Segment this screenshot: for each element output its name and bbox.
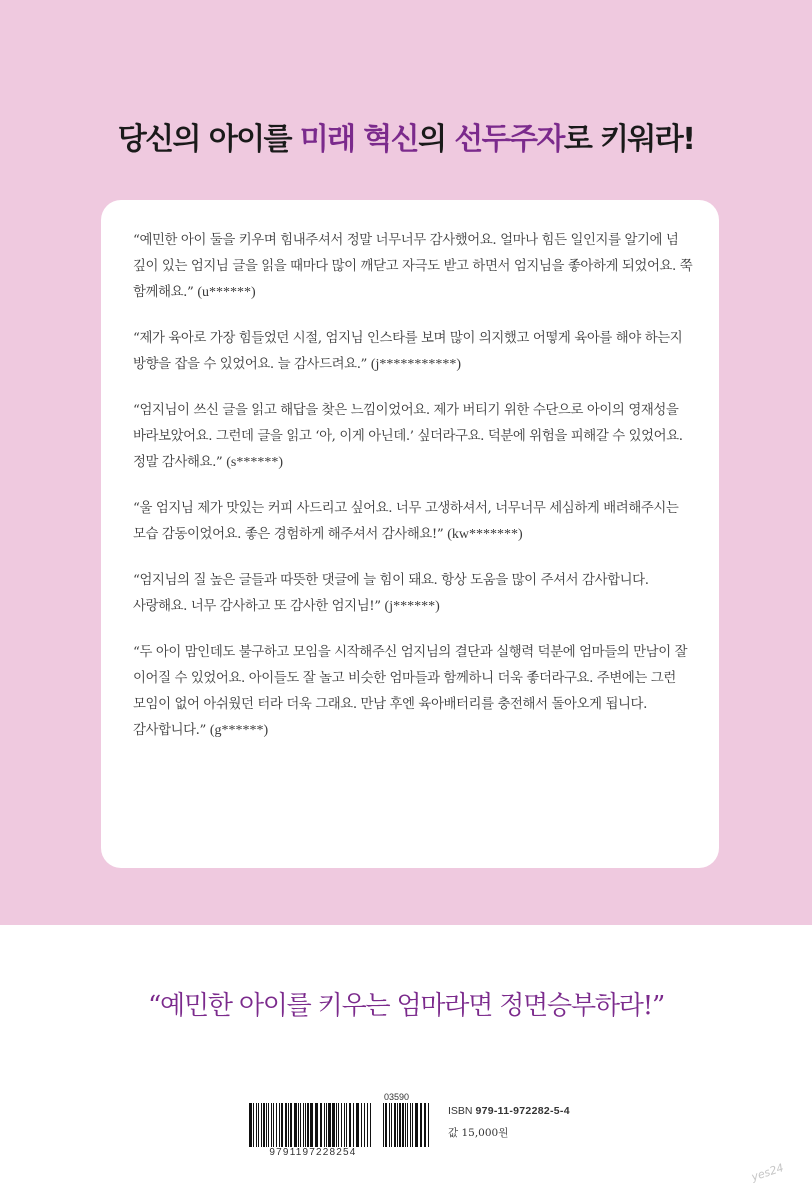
addon-code: 03590 bbox=[384, 1092, 410, 1102]
testimonial-text: “울 엄지님 제가 맛있는 커피 사드리고 싶어요. 너무 고생하셔서, 너무너무 세심하게 배려해주시는 모습 감동이었어요. 좋은 경험하게 해주셔서 감사해요!” bbox=[133, 501, 679, 542]
barcode-stripe bbox=[271, 1103, 272, 1147]
testimonial-text: “두 아이 맘인데도 불구하고 모임을 시작해주신 엄지님의 결단과 실행력 덕분에 엄마들의 만남이 잘 이어질 수 있었어요. 아이들도 잘 놀고 비슷한 엄마들과 함께하니 더욱 좋더라구요. 주변에는 그런 모임이 없어 아쉬웠던 터라 더욱 그래요. 만남 후엔 육아배터리를 충전해서 돌아오게 됩니다. 감사합니다.” bbox=[133, 645, 688, 738]
barcode-stripe bbox=[344, 1103, 345, 1147]
barcode-stripe bbox=[383, 1103, 384, 1147]
testimonial-author: (g******) bbox=[209, 723, 269, 738]
barcode-stripe bbox=[285, 1103, 287, 1147]
barcode-stripe bbox=[346, 1103, 347, 1147]
barcode-stripe bbox=[370, 1103, 371, 1147]
barcode-stripe bbox=[410, 1103, 411, 1147]
barcode-stripe bbox=[412, 1103, 413, 1147]
tagline: “예민한 아이를 키우는 엄마라면 정면승부하라!” bbox=[147, 991, 665, 1021]
isbn-number: 979-11-972282-5-4 bbox=[475, 1105, 570, 1117]
barcode-stripe bbox=[256, 1103, 257, 1147]
barcode-stripe bbox=[415, 1103, 418, 1147]
testimonial bbox=[133, 228, 695, 306]
barcode-stripe bbox=[391, 1103, 392, 1147]
barcode-stripe bbox=[328, 1103, 331, 1147]
barcode-stripe bbox=[305, 1103, 306, 1147]
barcode-stripe bbox=[332, 1103, 335, 1147]
testimonial-author: (kw*******) bbox=[447, 527, 523, 542]
headline-part-1: 당신의 아이를 bbox=[117, 122, 300, 157]
testimonial-text: “예민한 아이 둘을 키우며 힘내주셔서 정말 너무너무 감사했어요. 얼마나 힘든 일인지를 알기에 넘 깊이 있는 엄지님 글을 읽을 때마다 많이 깨닫고 자극도 받고 하면서 엄지님을 좋아하게 되었어요. 쭉 함께해요.” bbox=[133, 233, 693, 300]
barcode-stripe bbox=[364, 1103, 365, 1147]
testimonial-author: (j***********) bbox=[370, 357, 462, 372]
barcode-stripe bbox=[405, 1103, 406, 1147]
barcode-stripe bbox=[249, 1103, 252, 1147]
barcode-stripe bbox=[258, 1103, 259, 1147]
barcode-stripe bbox=[402, 1103, 404, 1147]
barcode-stripe bbox=[279, 1103, 280, 1147]
barcode-block bbox=[248, 1092, 588, 1162]
price: 값 15,000원 bbox=[448, 1127, 509, 1139]
barcode-stripe bbox=[389, 1103, 390, 1147]
barcode-addon-icon bbox=[382, 1103, 430, 1147]
testimonial bbox=[133, 398, 695, 476]
testimonial bbox=[133, 326, 695, 378]
barcode-stripe bbox=[266, 1103, 267, 1147]
barcode-stripe bbox=[356, 1103, 359, 1147]
barcode-stripe bbox=[361, 1103, 362, 1147]
barcode-stripe bbox=[385, 1103, 387, 1147]
barcode-stripe bbox=[268, 1103, 269, 1147]
barcode-stripe bbox=[407, 1103, 408, 1147]
barcode-stripe bbox=[394, 1103, 396, 1147]
headline-part-3: 로 키워라! bbox=[563, 122, 695, 157]
testimonial bbox=[133, 640, 695, 744]
barcode-stripe bbox=[294, 1103, 297, 1147]
barcode-stripe bbox=[273, 1103, 274, 1147]
headline-part-2: 의 bbox=[418, 122, 455, 157]
isbn bbox=[448, 1105, 570, 1117]
testimonial-text: “엄지님의 질 높은 글들과 따뜻한 댓글에 늘 힘이 돼요. 항상 도움을 많이 주셔서 감사합니다. 사랑해요. 너무 감사하고 또 감사한 엄지님!” bbox=[133, 573, 649, 614]
barcode-stripe bbox=[281, 1103, 283, 1147]
testimonial bbox=[133, 568, 695, 620]
watermark-logo: yes24 bbox=[749, 1161, 786, 1184]
barcode-stripe bbox=[349, 1103, 351, 1147]
headline-accent-2: 선두주자 bbox=[454, 122, 564, 157]
barcode-stripe bbox=[326, 1103, 327, 1147]
barcode-stripe bbox=[253, 1103, 254, 1147]
testimonial-author: (s******) bbox=[226, 455, 284, 470]
barcode-stripe bbox=[263, 1103, 265, 1147]
testimonial-author: (j******) bbox=[384, 599, 440, 614]
headline-accent-1: 미래 혁신 bbox=[299, 122, 419, 157]
barcode-stripe bbox=[367, 1103, 368, 1147]
barcode-stripe bbox=[338, 1103, 339, 1147]
barcode-stripe bbox=[261, 1103, 262, 1147]
barcode-digits: 9791197228254 bbox=[269, 1147, 357, 1158]
barcode-stripe bbox=[300, 1103, 301, 1147]
barcode-stripe bbox=[420, 1103, 422, 1147]
headline bbox=[0, 114, 812, 158]
isbn-label: ISBN bbox=[448, 1105, 473, 1117]
barcode-stripe bbox=[320, 1103, 322, 1147]
testimonial-text: “제가 육아로 가장 힘들었던 시절, 엄지님 인스타를 보며 많이 의지했고 어떻게 육아를 해야 하는지 방향을 잡을 수 있었어요. 늘 감사드려요.” bbox=[133, 331, 683, 372]
barcode-stripe bbox=[397, 1103, 398, 1147]
barcode-stripe bbox=[341, 1103, 342, 1147]
barcode-stripe bbox=[307, 1103, 309, 1147]
testimonial-author: (u******) bbox=[197, 285, 256, 300]
barcode-stripe bbox=[288, 1103, 289, 1147]
barcode-stripe bbox=[399, 1103, 401, 1147]
barcode-stripe bbox=[290, 1103, 292, 1147]
barcode-stripe bbox=[310, 1103, 313, 1147]
testimonial-text: “엄지님이 쓰신 글을 읽고 해답을 찾은 느낌이었어요. 제가 버티기 위한 수단으로 아이의 영재성을 바라보았어요. 그런데 글을 읽고 ‘아, 이게 아닌데.’ 싶더라구요. 덕분에 위험을 피해갈 수 있었어요. 정말 감사해요.” bbox=[133, 403, 683, 470]
barcode-stripe bbox=[424, 1103, 426, 1147]
barcode-stripe bbox=[303, 1103, 304, 1147]
barcode-stripe bbox=[298, 1103, 299, 1147]
testimonial bbox=[133, 496, 695, 548]
barcode-stripe bbox=[315, 1103, 318, 1147]
barcode-stripe bbox=[353, 1103, 354, 1147]
barcode-stripe bbox=[324, 1103, 325, 1147]
barcode-icon bbox=[248, 1103, 374, 1147]
barcode-stripe bbox=[428, 1103, 429, 1147]
testimonial-card bbox=[101, 200, 719, 868]
barcode-stripe bbox=[276, 1103, 277, 1147]
barcode-stripe bbox=[336, 1103, 337, 1147]
